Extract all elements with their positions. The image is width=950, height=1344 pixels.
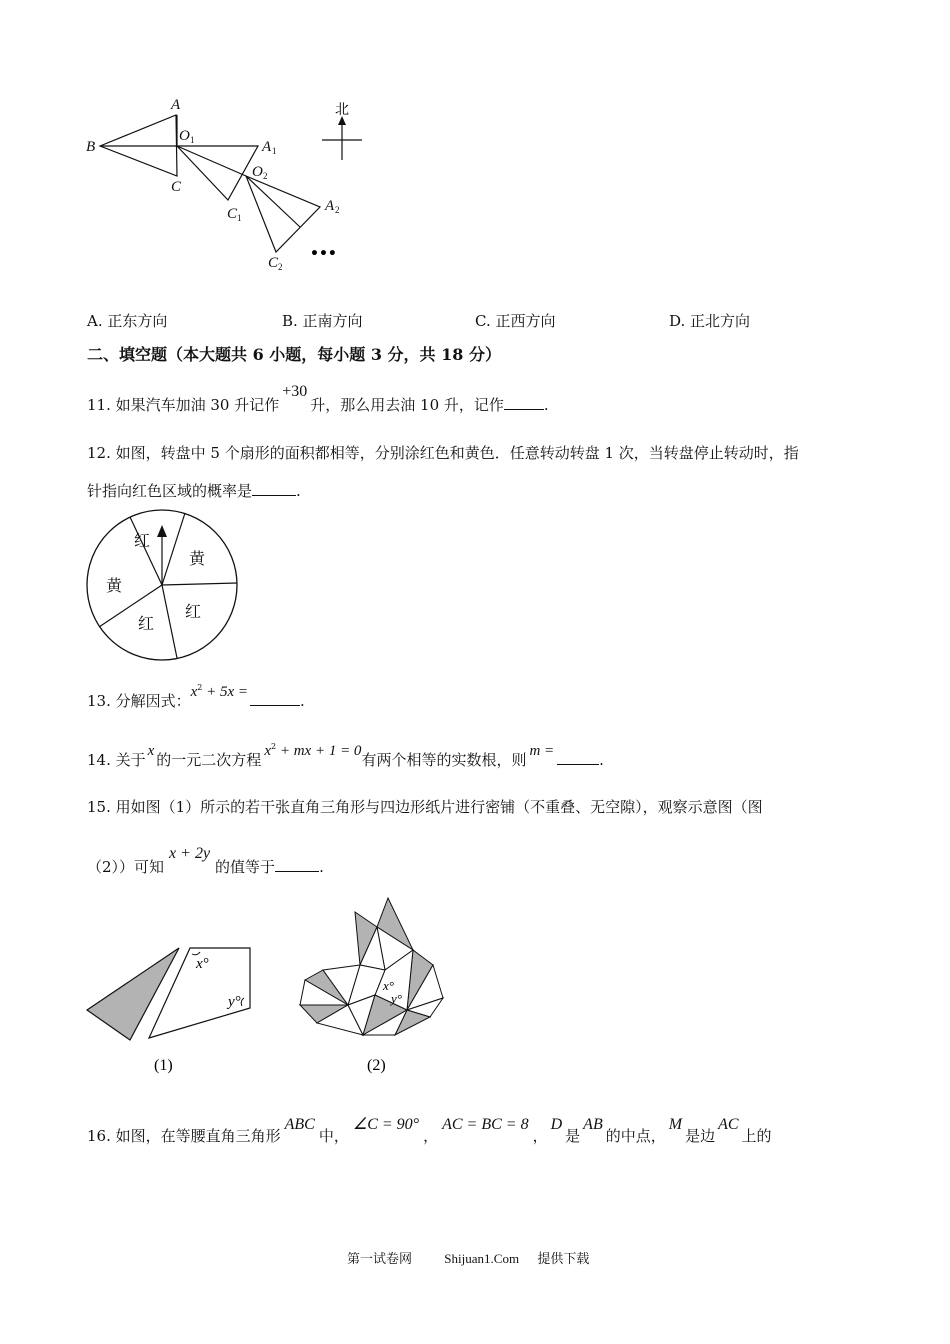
q16-p7: 是边 xyxy=(685,1127,716,1145)
q14-mid2: 有两个相等的实数根，则 xyxy=(361,751,527,769)
fig2-caption: (2) xyxy=(367,1057,386,1074)
north-label: 北 xyxy=(335,102,349,118)
q16-m4: D xyxy=(550,1116,563,1133)
q13-prefix: 13. 分解因式： xyxy=(87,692,191,710)
label-a: A xyxy=(171,97,181,113)
label-a2: A xyxy=(325,198,335,214)
triangle-o2a2c2 xyxy=(246,176,320,252)
q13-math-rest: + 5x = xyxy=(202,684,249,700)
q14-prefix: 14. 关于 xyxy=(87,751,146,769)
label-a1: A xyxy=(262,139,272,155)
angle-y-label: y° xyxy=(228,994,241,1010)
footer-left: 第一试卷网 xyxy=(347,1252,413,1267)
q14-m: m = xyxy=(529,743,555,759)
label-b: B xyxy=(86,139,96,155)
q11-end: . xyxy=(543,396,549,414)
q16-m6: M xyxy=(668,1116,683,1133)
q13-text xyxy=(87,683,305,712)
q14-equation xyxy=(261,741,361,759)
q13-blank xyxy=(250,691,300,706)
label-c2-sub: 2 xyxy=(278,262,283,272)
q13-math-x: x xyxy=(190,684,198,700)
q12-spinner xyxy=(84,507,242,665)
q14-mid: 的一元二次方程 xyxy=(156,751,262,769)
q16-p1: 16. 如图，在等腰直角三角形 xyxy=(87,1127,281,1145)
fig2-angle-x: x° xyxy=(383,978,394,993)
q15-line2-prefix: （2））可知 xyxy=(87,858,165,876)
option-b: B. 正南方向 xyxy=(282,312,363,330)
label-o1: O xyxy=(179,128,190,144)
triangle-o1a1c1 xyxy=(177,146,258,200)
q16-m1: ABC xyxy=(284,1116,315,1133)
q16-p8: 上的 xyxy=(741,1127,772,1145)
fig1-caption: (1) xyxy=(154,1057,173,1074)
option-a: A. 正东方向 xyxy=(87,312,168,330)
q16-p6: 的中点， xyxy=(605,1127,666,1145)
q12-line2-text: 针指向红色区域的概率是 xyxy=(87,482,253,500)
q12-end: . xyxy=(296,482,301,500)
label-o1-sub: 1 xyxy=(190,135,195,145)
q11-suffix: 升，那么用去油 10 升，记作 xyxy=(310,396,504,414)
q16-p4: ， xyxy=(532,1127,548,1145)
q15-line2-suffix: 的值等于 xyxy=(215,858,276,876)
label-c1-sub: 1 xyxy=(237,213,242,223)
q15-line1: 15. 用如图（1）所示的若干张直角三角形与四边形纸片进行密铺（不重叠、无空隙），观察示意图（图 xyxy=(87,798,763,816)
q14-text xyxy=(87,742,604,771)
q11-prefix: 11. 如果汽车加油 30 升记作 xyxy=(87,396,280,414)
q16-m7: AC xyxy=(718,1116,739,1133)
label-o2-sub: 2 xyxy=(263,171,268,181)
q13-end: . xyxy=(300,692,305,710)
section2-heading: 二、填空题（本大题共 6 小题，每小题 3 分，共 18 分） xyxy=(87,345,501,364)
q12-blank xyxy=(252,481,296,496)
angle-x-label: x° xyxy=(196,956,209,972)
q14-eq-exp: 2 xyxy=(270,742,277,751)
q15-end: . xyxy=(319,858,324,876)
q14-blank xyxy=(557,750,599,765)
sector-label: 红 xyxy=(185,604,202,621)
label-a1-sub: 1 xyxy=(272,146,277,156)
q16-p5: 是 xyxy=(565,1127,581,1145)
footer-right: 提供下载 xyxy=(537,1252,590,1267)
q16-p2: 中， xyxy=(318,1127,349,1145)
q10-figure xyxy=(80,90,380,275)
label-c2: C xyxy=(268,255,279,271)
fig2-angle-y: y° xyxy=(391,991,402,1006)
q16-m3: AC = BC = 8 xyxy=(442,1116,529,1133)
footer xyxy=(347,1248,589,1267)
footer-middle: Shijuan1.Com xyxy=(444,1251,520,1266)
q15-figure-1 xyxy=(82,940,262,1080)
q14-eq-rest: + mx + 1 = 0 xyxy=(276,743,362,759)
label-a2-sub: 2 xyxy=(335,205,340,215)
q14-eq-x: x xyxy=(264,743,271,759)
q13-math xyxy=(191,682,248,700)
label-c1: C xyxy=(227,206,238,222)
option-c: C. 正西方向 xyxy=(475,312,556,330)
sector-label: 红 xyxy=(138,616,155,633)
q11-math: +30 xyxy=(282,383,308,400)
sector-label: 黄 xyxy=(106,578,123,595)
q13-math-exp: 2 xyxy=(197,683,203,692)
q11-blank xyxy=(504,395,544,410)
q16-text xyxy=(87,1116,772,1147)
option-d: D. 正北方向 xyxy=(669,312,751,330)
q15-figure-2 xyxy=(295,895,445,1080)
ellipsis: ••• xyxy=(310,246,337,262)
q16-m2: ∠C = 90° xyxy=(352,1116,420,1133)
q12-line1: 12. 如图，转盘中 5 个扇形的面积都相等，分别涂红色和黄色．任意转动转盘 1 次，当转盘停止转动时，指 xyxy=(87,444,799,462)
q16-m5: AB xyxy=(583,1116,603,1133)
pointer-arrow-icon xyxy=(157,525,167,537)
q15-line2 xyxy=(87,845,324,878)
sector-label: 黄 xyxy=(189,551,206,568)
q14-end: . xyxy=(599,751,604,769)
q14-var: x xyxy=(147,743,155,759)
north-marker xyxy=(322,122,362,160)
label-o2: O xyxy=(252,164,263,180)
q11-text xyxy=(87,383,549,416)
label-c: C xyxy=(171,179,182,195)
sector-label: 红 xyxy=(134,533,151,550)
q12-line2 xyxy=(87,481,301,501)
q15-math: x + 2y xyxy=(169,845,211,862)
q16-p3: ， xyxy=(423,1127,439,1145)
q15-blank xyxy=(275,857,319,872)
